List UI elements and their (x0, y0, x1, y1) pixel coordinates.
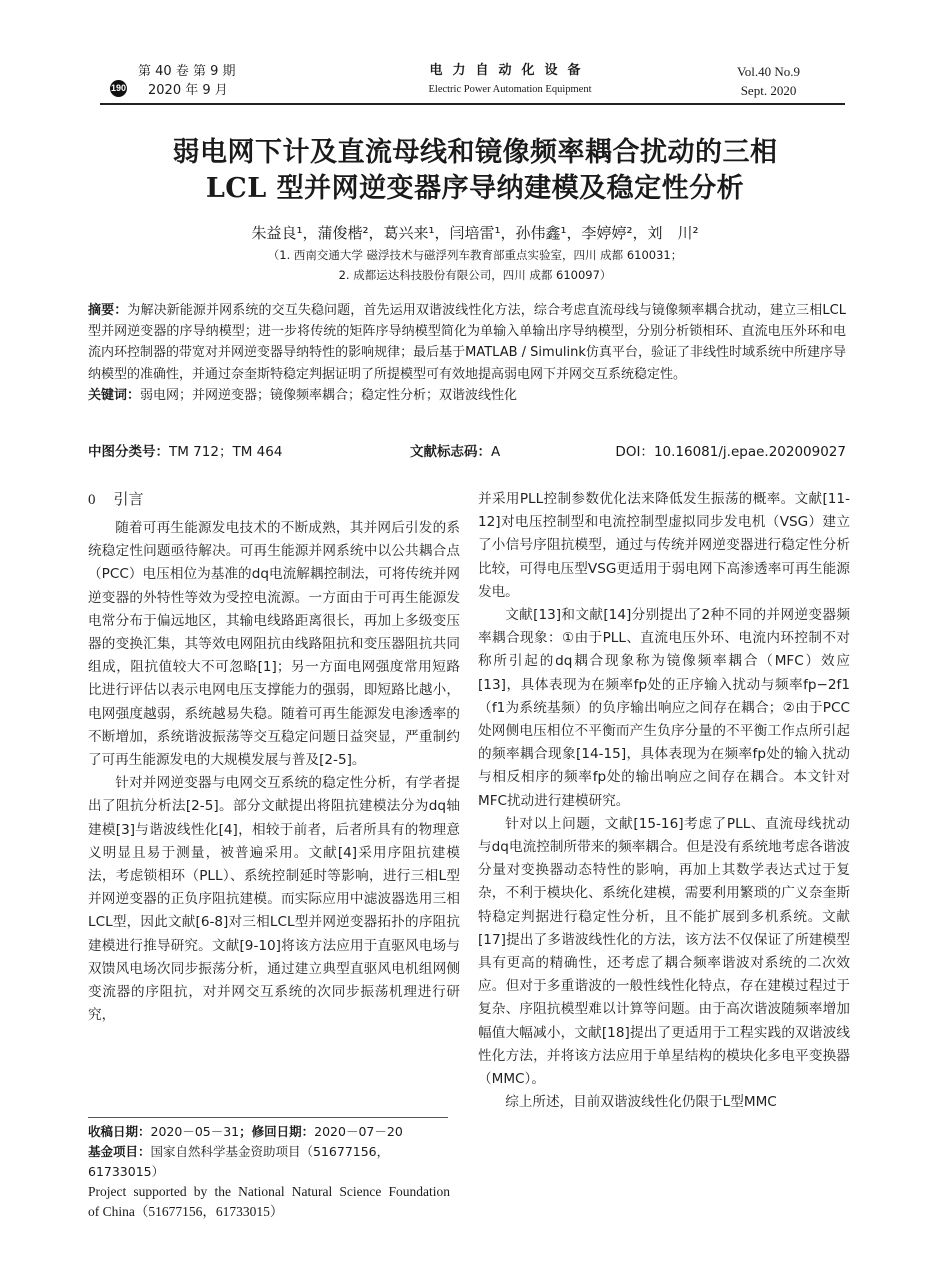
fund-line (88, 1142, 450, 1182)
paragraph: 并采用PLL控制参数优化法来降低发生振荡的概率。文献[11-12]对电压控制型和电流控制型虚拟同步发电机（VSG）建立了小信号序阻抗模型，通过与传统并网逆变器进行稳定性分析比较，可得电压型VSG更适用于弱电网下高渗透率可再生能源发电。 (478, 491, 850, 600)
keywords-text: 弱电网；并网逆变器；镜像频率耦合；稳定性分析；双谐波线性化 (140, 387, 518, 403)
keywords-label: 关键词： (88, 387, 141, 403)
received-date: 2020－05－31 (150, 1124, 240, 1139)
fund-en-line-2: of China（51677156，61733015） (88, 1204, 284, 1219)
footnote-rule (88, 1117, 448, 1118)
clc-field (88, 442, 282, 462)
section-title: 引言 (113, 490, 144, 508)
right-column (478, 488, 850, 1114)
paragraph: 综上所述，目前双谐波线性化仍限于L型MMC (505, 1094, 777, 1111)
clc-label: 中图分类号： (88, 444, 169, 460)
fund-en-line-1: Project supported by the National Natural Science Foundation (88, 1184, 450, 1199)
footnote (88, 1122, 450, 1222)
volume-issue-cn: 第 40 卷 第 9 期 (138, 64, 236, 79)
doi-field (615, 442, 846, 462)
abstract-label: 摘要： (88, 303, 128, 318)
left-column (88, 488, 460, 1027)
paragraph: 针对以上问题，文献[15-16]考虑了PLL、直流母线扰动与dq电流控制所带来的频率耦合。但是没有系统地考虑各谐波分量对变换器动态特性的影响，再加上其数学表达式过于复杂，不利于模块化、系统化建模，需要利用繁琐的广义奈奎斯特稳定判据进行稳定性分析，且不能扩展到多机系统。文献[17]提出了多谐波线性化的方法，该方法不仅保证了所建模型具有更高的精确性，还考虑了耦合频率谐波对系统的二次效应。但对于多重谐波的一般性线性化特点，存在建模过程过于复杂、序阻抗模型难以计算等问题。由于高次谐波随频率增加幅值大幅减小，文献[18]提出了更适用于工程实践的双谐波线性化方法，并将该方法应用于单星结构的模块化多电平变换器（MMC）。 (478, 815, 850, 1088)
received-label: 收稿日期： (88, 1124, 151, 1139)
date-en: Sept. 2020 (740, 83, 797, 98)
header-right (737, 62, 800, 100)
doc-code-label: 文献标志码： (410, 444, 491, 460)
paragraph: 随着可再生能源发电技术的不断成熟，其并网后引发的系统稳定性问题亟待解决。可再生能源并网系统中以公共耦合点（PCC）电压相位为基准的dq电流解耦控制法，可将传统并网逆变器的外特性等效为受控电流源。一方面由于可再生能源发电常分布于偏远地区，其输电线路距离很长，再加上多级变压器的变换汇集，其等效电网阻抗由线路阻抗和变压器阻抗共同组成，阻抗值较大不可忽略[1]；另一方面电网强度常用短路比进行评估以表示电网电压支撑能力的强弱，即短路比越小，电网强度越弱，系统越易失稳。随着可再生能源发电渗透率的不断增加，系统谐波振荡等交互稳定问题日益突显，严重制约了可再生能源发电的大规模发展与普及[2-5]。 (88, 520, 460, 769)
date-cn: 2020 年 9 月 (148, 83, 228, 98)
header-left (138, 62, 235, 100)
header-rule (100, 103, 845, 105)
abstract (88, 300, 846, 406)
fund-text: 国家自然科学基金资助项目（51677156，61733015） (88, 1144, 390, 1179)
paper-title (100, 135, 850, 207)
journal-title (360, 62, 660, 100)
section-heading (88, 488, 460, 511)
journal-name-en: Electric Power Automation Equipment (428, 84, 592, 95)
volume-issue-en: Vol.40 No.9 (737, 64, 800, 79)
affiliation-2: 2. 成都运达科技股份有限公司，四川 成都 610097） (338, 268, 612, 282)
journal-name-cn: 电力自动化设备 (429, 63, 591, 78)
paragraph: 文献[13]和文献[14]分别提出了2种不同的并网逆变器频率耦合现象：①由于PLL、直流电压外环、电流内环控制不对称所引起的dq耦合现象称为镜像频率耦合（MFC）效应[13]，具体表现为在频率fp处的正序输入扰动与频率fp−2f1（f1为系统基频）的负序输出响应之间存在耦合；②由于PCC处网侧电压相位不平衡而产生负序分量的不平衡工作点所引起的频率耦合现象[14-15]，具体表现为在频率fp处的输入扰动与相反相序的频率fp处的输出响应之间存在耦合。本文针对MFC扰动进行建模研究。 (478, 607, 850, 809)
section-number: 0 (88, 492, 96, 508)
paragraph: 针对并网逆变器与电网交互系统的稳定性分析，有学者提出了阻抗分析法[2-5]。部分文献提出将阻抗建模法分为dq轴建模[3]与谐波线性化[4]，相较于前者，后者所具有的物理意义明显且易于测量，被普遍采用。文献[4]采用序阻抗建模法，考虑锁相环（PLL）、系统控制延时等影响，进行三相L型并网逆变器的正负序阻抗建模。而实际应用中滤波器选用三相LCL型，因此文献[6-8]对三相LCL型并网逆变器拓扑的序阻抗建模进行推导研究。文献[9-10]将该方法应用于直驱风电场与双馈风电场次同步振荡分析，通过建立典型直驱风电机组网侧变流器的序阻抗，对并网交互系统的次同步振荡机理进行研究， (88, 775, 460, 1024)
page-number-badge: 190 (110, 80, 127, 97)
doi-value[interactable]: 10.16081/j.epae.202009027 (653, 444, 846, 460)
doi-label: DOI： (615, 444, 654, 460)
dates-line (88, 1122, 450, 1142)
revised-label: ；修回日期： (239, 1124, 315, 1139)
title-line-2: LCL 型并网逆变器序导纳建模及稳定性分析 (205, 173, 745, 204)
affiliation-1: （1. 西南交通大学 磁浮技术与磁浮列车教育部重点实验室，四川 成都 610031； (267, 248, 683, 262)
doc-code-field (410, 442, 500, 462)
fund-label: 基金项目： (88, 1144, 151, 1159)
doc-code-value: A (491, 444, 501, 460)
revised-date: 2020－07－20 (314, 1124, 403, 1139)
clc-value: TM 712；TM 464 (169, 444, 283, 460)
title-line-1: 弱电网下计及直流母线和镜像频率耦合扰动的三相 (172, 137, 778, 168)
author-list: 朱益良¹，蒲俊楷²，葛兴来¹，闫培雷¹，孙伟鑫¹，李婷婷²，刘 川² (251, 224, 699, 242)
abstract-text: 为解决新能源并网系统的交互失稳问题，首先运用双谐波线性化方法，综合考虑直流母线与镜像频率耦合扰动，建立三相LCL型并网逆变器的序导纳模型；进一步将传统的矩阵序导纳模型简化为单输入单输出序导纳模型，分别分析锁相环、直流电压外环和电流内环控制器的带宽对并网逆变器导纳特性的影响规律；最后基于MATLAB / Simulink仿真平台，验证了非线性时域系统中所建序导纳模型的准确性，并通过奈奎斯特稳定判据证明了所提模型可有效地提高弱电网下并网交互系统稳定性。 (88, 303, 846, 382)
